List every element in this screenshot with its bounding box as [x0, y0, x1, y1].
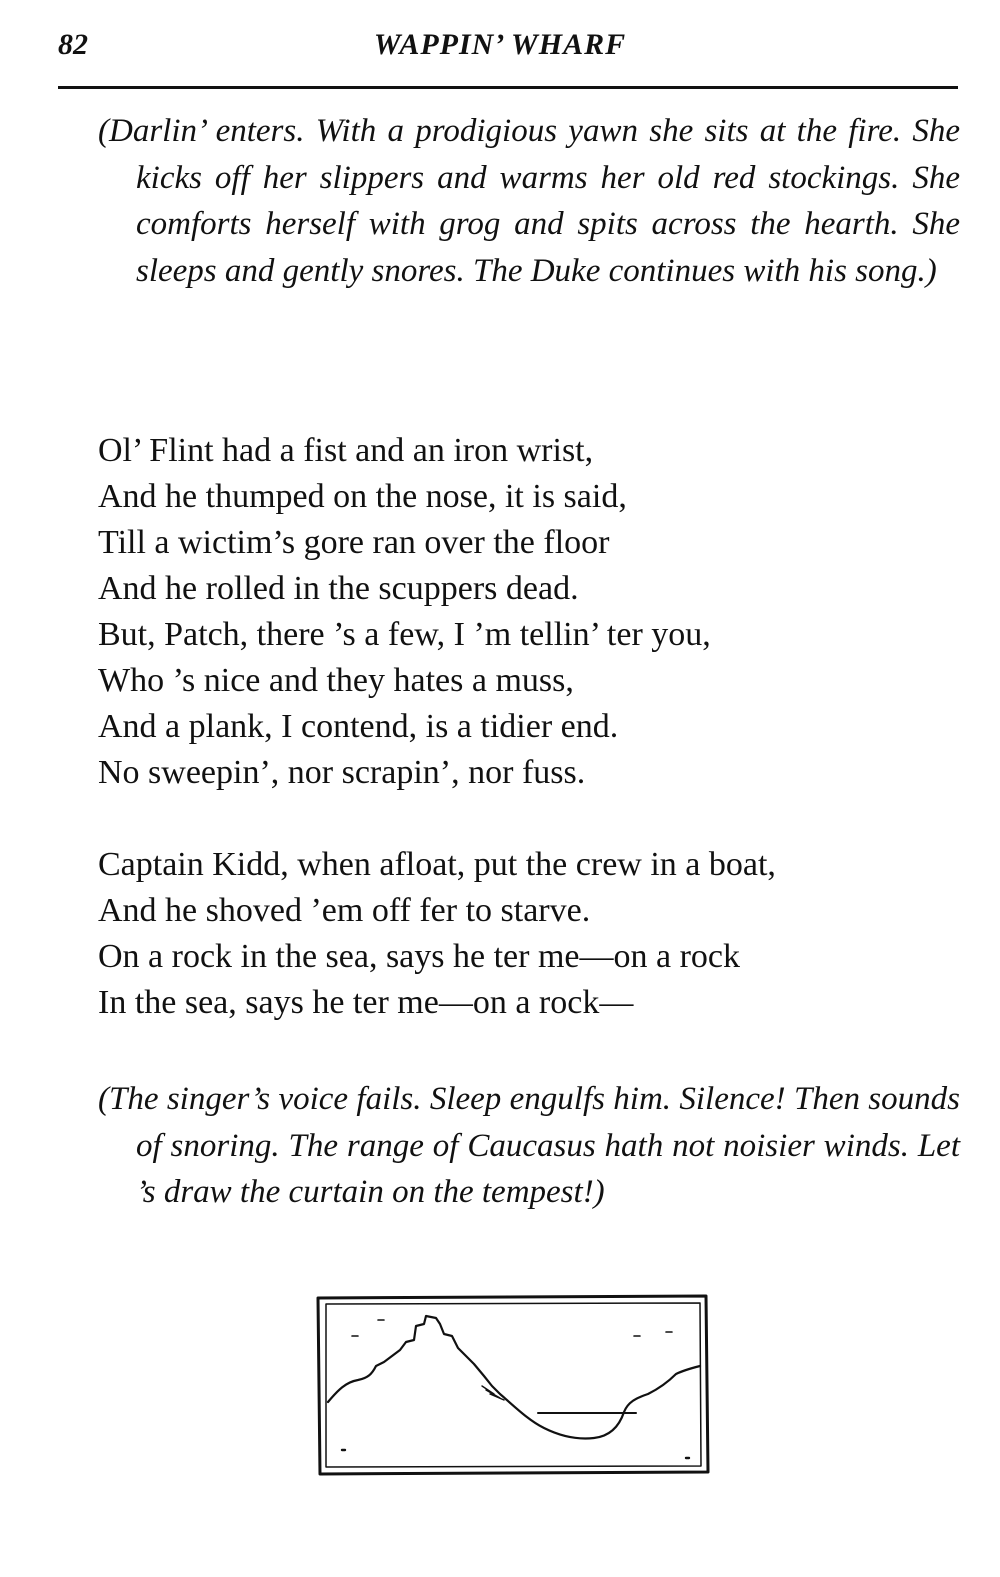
stage-direction-1: (Darlin’ enters. With a prodigious yawn she sits at the fire. She kicks off her slippers and warms her old red stockings. She comforts herself with grog and spits across the hearth. She sleeps and gently snores. The Duke continues with his song.): [98, 113, 960, 289]
landscape-vignette: [314, 1290, 714, 1480]
verse-line: And he rolled in the scuppers dead.: [98, 570, 579, 607]
vignette-inner-frame: [326, 1303, 701, 1467]
header-rule: [58, 86, 958, 89]
bird-mark: [352, 1320, 672, 1336]
verse-line: And he shoved ’em off fer to starve.: [98, 892, 591, 929]
page-number: 82: [58, 28, 88, 61]
verse-line: But, Patch, there ’s a few, I ’m tellin’ ter you,: [98, 616, 711, 653]
verse-stanza-2: [98, 842, 960, 1026]
stage-direction-2: (The singer’s voice fails. Sleep engulfs him. Silence! Then sounds of snoring. The range of Caucasus hath not noisier winds. Let ’s draw the curtain on the tempest!): [98, 1081, 960, 1210]
running-title: WAPPIN’ WHARF: [373, 28, 627, 61]
verse-line: And he thumped on the nose, it is said,: [98, 478, 627, 515]
verse-line: And a plank, I contend, is a tidier end.: [98, 708, 619, 745]
verse-stanza-1: [98, 428, 960, 796]
verse-line: Captain Kidd, when afloat, put the crew in a boat,: [98, 846, 776, 883]
verse-line: In the sea, says he ter me—on a rock—: [98, 984, 634, 1021]
verse-line: Ol’ Flint had a fist and an iron wrist,: [98, 432, 594, 469]
verse-line: Who ’s nice and they hates a muss,: [98, 662, 574, 699]
verse-line: On a rock in the sea, says he ter me—on a rock: [98, 938, 740, 975]
verse-line: No sweepin’, nor scrapin’, nor fuss.: [98, 754, 586, 791]
verse-line: Till a wictim’s gore ran over the floor: [98, 524, 610, 561]
vignette-frame: [318, 1296, 708, 1474]
rock-outline: [328, 1316, 700, 1439]
corner-mark: [342, 1450, 689, 1458]
